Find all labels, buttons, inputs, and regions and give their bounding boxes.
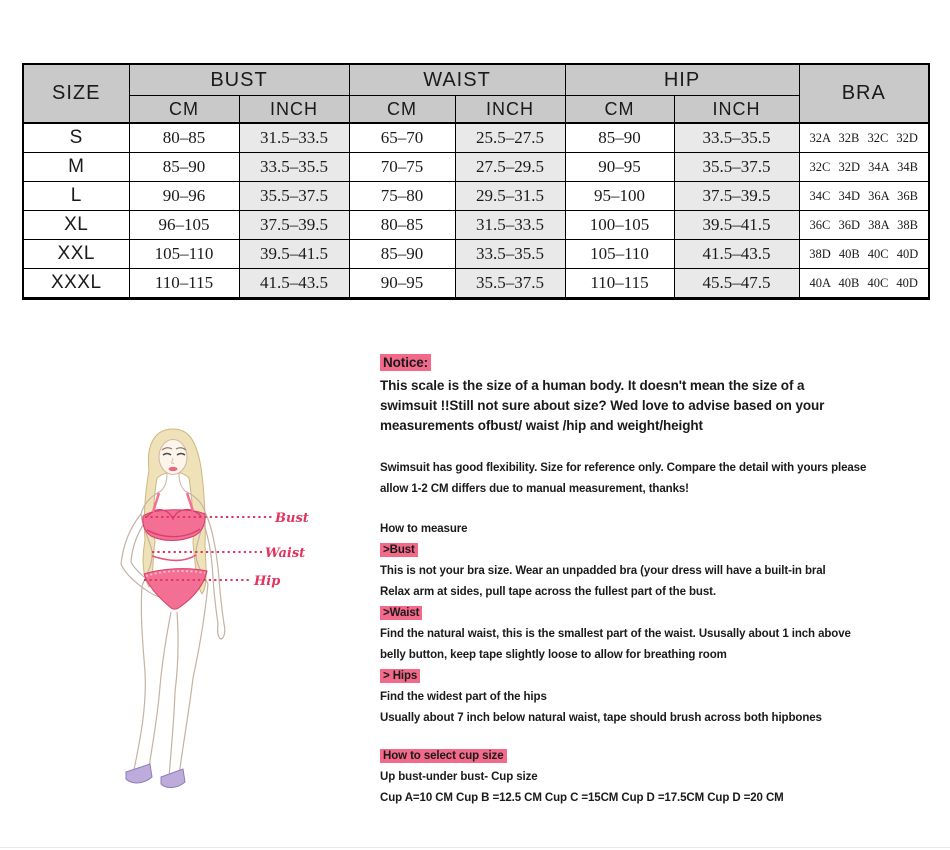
highlighted-label: How to select cup size xyxy=(380,749,507,763)
notes-line: measurements ofbust/ waist /hip and weight/height xyxy=(380,418,703,433)
inch-value-cell: 27.5–29.5 xyxy=(455,153,565,182)
size-table-body xyxy=(23,123,929,299)
inch-value-cell: 29.5–31.5 xyxy=(455,182,565,211)
header-waist: WAIST xyxy=(349,64,565,96)
cm-value-cell: 70–75 xyxy=(349,153,455,182)
inch-value-cell: 35.5–37.5 xyxy=(455,269,565,299)
inch-value-cell: 41.5–43.5 xyxy=(239,269,349,299)
notes-line xyxy=(380,353,940,373)
table-row xyxy=(23,153,929,182)
legs xyxy=(134,584,208,778)
waist-label: Waist xyxy=(265,546,306,561)
hip-label: Hip xyxy=(254,574,281,589)
inch-value-cell: 39.5–41.5 xyxy=(239,240,349,269)
inch-value-cell: 25.5–27.5 xyxy=(455,123,565,153)
inch-value-cell: 31.5–33.5 xyxy=(455,211,565,240)
bra-value-cell: 34C 34D 36A 36B xyxy=(799,182,929,211)
header-bust-cm: CM xyxy=(129,96,239,124)
cm-value-cell: 100–105 xyxy=(565,211,674,240)
left-shoe xyxy=(126,764,152,783)
notes-line: Relax arm at sides, pull tape across the fullest part of the bust. xyxy=(380,586,716,598)
table-row xyxy=(23,182,929,211)
notes-line xyxy=(380,746,940,767)
cm-value-cell: 75–80 xyxy=(349,182,455,211)
waist-curve xyxy=(152,555,196,560)
highlighted-label: >Bust xyxy=(380,543,418,557)
notes-line: allow 1-2 CM differs due to manual measurement, thanks! xyxy=(380,483,689,495)
neck xyxy=(161,473,185,491)
inch-value-cell: 33.5–35.5 xyxy=(239,153,349,182)
inch-value-cell: 31.5–33.5 xyxy=(239,123,349,153)
bra-value-cell: 40A 40B 40C 40D xyxy=(799,269,929,299)
notes-line: Find the widest part of the hips xyxy=(380,691,547,703)
notes-line: belly button, keep tape slightly loose to allow for breathing room xyxy=(380,649,727,661)
notes-line: Usually about 7 inch below natural waist, tape should brush across both hipbones xyxy=(380,712,822,724)
header-size: SIZE xyxy=(23,64,129,123)
size-label-cell: S xyxy=(23,123,129,153)
cm-value-cell: 96–105 xyxy=(129,211,239,240)
header-bra: BRA xyxy=(799,64,929,123)
inch-value-cell: 35.5–37.5 xyxy=(674,153,799,182)
header-bust-inch: INCH xyxy=(239,96,349,124)
bra-value-cell: 32C 32D 34A 34B xyxy=(799,153,929,182)
table-row xyxy=(23,123,929,153)
cm-value-cell: 90–95 xyxy=(565,153,674,182)
notes-line: This is not your bra size. Wear an unpadded bra (your dress will have a built-in bral xyxy=(380,565,826,577)
inch-value-cell: 39.5–41.5 xyxy=(674,211,799,240)
lips xyxy=(169,467,178,471)
notes-line: Swimsuit has good flexibility. Size for reference only. Compare the detail with yours please xyxy=(380,462,867,474)
cm-value-cell: 105–110 xyxy=(129,240,239,269)
cm-value-cell: 110–115 xyxy=(129,269,239,299)
size-chart-table xyxy=(22,63,930,300)
cm-value-cell: 90–96 xyxy=(129,182,239,211)
cm-value-cell: 80–85 xyxy=(129,123,239,153)
header-waist-inch: INCH xyxy=(455,96,565,124)
right-shoe xyxy=(161,769,185,788)
table-row xyxy=(23,211,929,240)
notes-line: Cup A=10 CM Cup B =12.5 CM Cup C =15CM Cup D =17.5CM Cup D =20 CM xyxy=(380,792,784,804)
header-group-row xyxy=(23,64,929,96)
notes-line: Find the natural waist, this is the smallest part of the waist. Ususally about 1 inch above xyxy=(380,628,851,640)
bra-value-cell: 38D 40B 40C 40D xyxy=(799,240,929,269)
header-unit-row xyxy=(23,96,929,124)
cm-value-cell: 85–90 xyxy=(565,123,674,153)
notes-line: swimsuit !!Still not sure about size? Wed love to advise based on your xyxy=(380,398,825,413)
notes-column xyxy=(380,353,940,809)
cm-value-cell: 85–90 xyxy=(129,153,239,182)
inch-value-cell: 33.5–35.5 xyxy=(674,123,799,153)
cm-value-cell: 105–110 xyxy=(565,240,674,269)
size-label-cell: XL xyxy=(23,211,129,240)
inch-value-cell: 35.5–37.5 xyxy=(239,182,349,211)
cm-value-cell: 65–70 xyxy=(349,123,455,153)
bra-value-cell: 36C 36D 38A 38B xyxy=(799,211,929,240)
size-label-cell: M xyxy=(23,153,129,182)
inch-value-cell: 45.5–47.5 xyxy=(674,269,799,299)
cm-value-cell: 110–115 xyxy=(565,269,674,299)
highlighted-label: >Waist xyxy=(380,606,422,620)
inch-value-cell: 33.5–35.5 xyxy=(455,240,565,269)
header-hip-cm: CM xyxy=(565,96,674,124)
table-row xyxy=(23,269,929,299)
cm-value-cell: 95–100 xyxy=(565,182,674,211)
cm-value-cell: 80–85 xyxy=(349,211,455,240)
table-row xyxy=(23,240,929,269)
bust-label: Bust xyxy=(275,511,309,526)
header-waist-cm: CM xyxy=(349,96,455,124)
header-bust: BUST xyxy=(129,64,349,96)
highlighted-label: > Hips xyxy=(380,669,420,683)
size-label-cell: L xyxy=(23,182,129,211)
size-label-cell: XXL xyxy=(23,240,129,269)
bra-value-cell: 32A 32B 32C 32D xyxy=(799,123,929,153)
inch-value-cell: 41.5–43.5 xyxy=(674,240,799,269)
size-label-cell: XXXL xyxy=(23,269,129,299)
page-bottom-divider xyxy=(0,847,950,848)
notes-line: This scale is the size of a human body. It doesn't mean the size of a xyxy=(380,378,805,393)
notes-line: Up bust-under bust- Cup size xyxy=(380,771,538,783)
notes-line xyxy=(380,540,940,561)
notes-line xyxy=(380,666,940,687)
highlighted-label: Notice: xyxy=(380,354,431,371)
inch-value-cell: 37.5–39.5 xyxy=(239,211,349,240)
cm-value-cell: 90–95 xyxy=(349,269,455,299)
notes-line xyxy=(380,603,940,624)
notes-line: How to measure xyxy=(380,523,468,535)
inch-value-cell: 37.5–39.5 xyxy=(674,182,799,211)
cm-value-cell: 85–90 xyxy=(349,240,455,269)
header-hip: HIP xyxy=(565,64,799,96)
size-table-header xyxy=(23,64,929,123)
bikini-bottom xyxy=(144,569,207,610)
body-measurement-figure xyxy=(105,424,330,799)
header-hip-inch: INCH xyxy=(674,96,799,124)
